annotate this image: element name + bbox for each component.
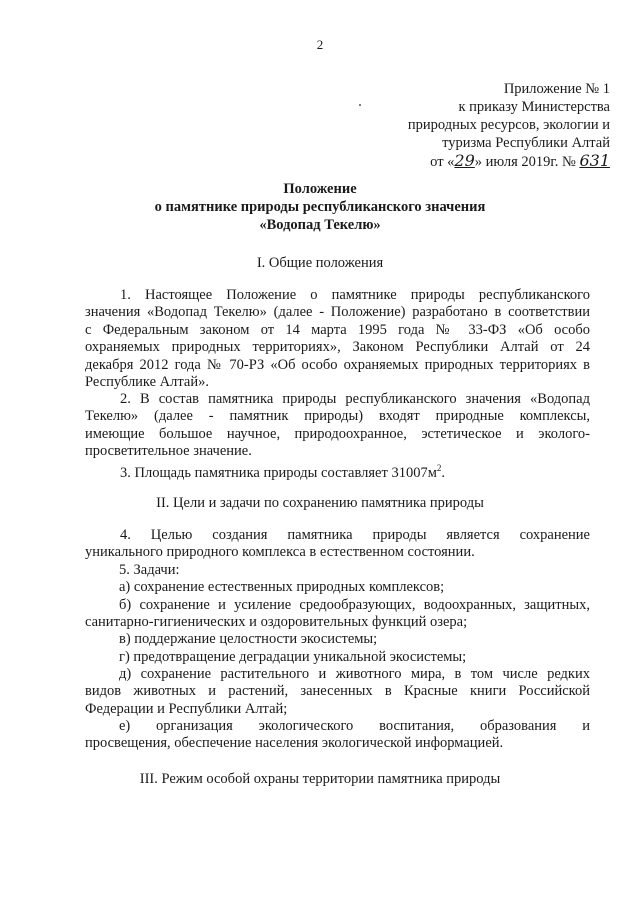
paragraph-line: Текелю» (далее - памятник природы) входят природные комплексы, — [85, 408, 590, 425]
title-line: о памятнике природы республиканского значения — [154, 199, 486, 215]
task-item-c — [85, 631, 590, 648]
handwritten-day: 29 — [454, 151, 475, 170]
scan-speck — [359, 104, 361, 106]
paragraph-line — [85, 460, 590, 482]
task-item-d — [85, 649, 590, 666]
paragraph-line: е) организация экологического воспитания, образования и — [119, 718, 590, 734]
paragraph-line: а) сохранение естественных природных комплексов; — [119, 579, 445, 595]
area-end: . — [441, 464, 445, 481]
date-prefix: от « — [430, 154, 455, 170]
paragraph-5 — [85, 562, 590, 579]
appendix-line: природных ресурсов, экологии и — [407, 117, 610, 133]
paragraph-line: 1. Настоящее Положение о памятнике природы республиканского — [120, 287, 590, 303]
paragraph-line: Республике Алтай». — [85, 374, 209, 391]
page-number: 2 — [316, 37, 324, 52]
section-heading-goals: II. Цели и задачи по сохранению памятника природы — [156, 495, 484, 511]
paragraph-2 — [85, 391, 590, 461]
paragraph-line: с Федеральным законом от 14 марта 1995 года № 33-ФЗ «Об особо — [85, 321, 590, 338]
paragraph-3 — [85, 460, 590, 482]
paragraph-line: д) сохранение растительного и животного мира, в том числе редких — [119, 666, 590, 682]
paragraph-line: 4. Целью создания памятника природы является сохранение — [120, 527, 590, 543]
paragraph-line: декабря 2012 года № 70-РЗ «Об особо охраняемых природных территориях в — [85, 356, 590, 373]
paragraph-line: просвещения, обеспечение населения экологической информацией. — [85, 735, 504, 752]
paragraph-line: значения «Водопад Текелю» (далее - Положение) разработано в соответствии — [85, 304, 590, 321]
appendix-line: Приложение № 1 — [503, 81, 610, 97]
appendix-line: туризма Республики Алтай — [442, 135, 610, 151]
section-heading-general: I. Общие положения — [256, 255, 384, 271]
paragraph-line: санитарно-гигиенических и оздоровительных функций озера; — [85, 614, 468, 631]
paragraph-line: уникального природного комплекса в естественном состоянии. — [85, 544, 475, 561]
paragraph-line: 5. Задачи: — [119, 562, 180, 578]
appendix-date-line — [370, 152, 610, 171]
area-text: 3. Площадь памятника природы составляет 31007м — [120, 464, 437, 481]
task-item-e — [85, 666, 590, 718]
document-title — [0, 180, 640, 234]
date-middle: » июля 2019г. № — [474, 154, 576, 170]
paragraph-line: просветительное значение. — [85, 443, 252, 460]
appendix-block — [370, 80, 610, 171]
title-line: «Водопад Текелю» — [259, 217, 381, 233]
task-item-a — [85, 579, 590, 596]
paragraph-line: б) сохранение и усиление средообразующих, водоохранных, защитных, — [119, 597, 590, 613]
task-item-b — [85, 597, 590, 632]
area-superscript: 2 — [436, 463, 442, 473]
appendix-line: к приказу Министерства — [458, 99, 610, 115]
paragraph-1 — [85, 287, 590, 391]
paragraph-line: Федерации и Республики Алтай; — [85, 700, 288, 717]
task-item-f — [85, 718, 590, 753]
handwritten-order-number: 631 — [579, 151, 610, 170]
paragraph-line: видов животных и растений, занесенных в Красные книги Российской — [85, 683, 590, 700]
title-line: Положение — [283, 181, 357, 197]
paragraph-4 — [85, 527, 590, 562]
section-heading-regime: III. Режим особой охраны территории памятника природы — [139, 771, 501, 787]
paragraph-line: 2. В состав памятника природы республиканского значения «Водопад — [120, 391, 590, 407]
paragraph-line: охраняемых природных территориях», Законом Республики Алтай от 24 — [85, 339, 590, 356]
paragraph-line: в) поддержание целостности экосистемы; — [119, 631, 378, 647]
paragraph-line: имеющие большое научное, природоохранное, эстетическое и эколого- — [85, 425, 590, 442]
paragraph-line: г) предотвращение деградации уникальной экосистемы; — [119, 649, 467, 665]
